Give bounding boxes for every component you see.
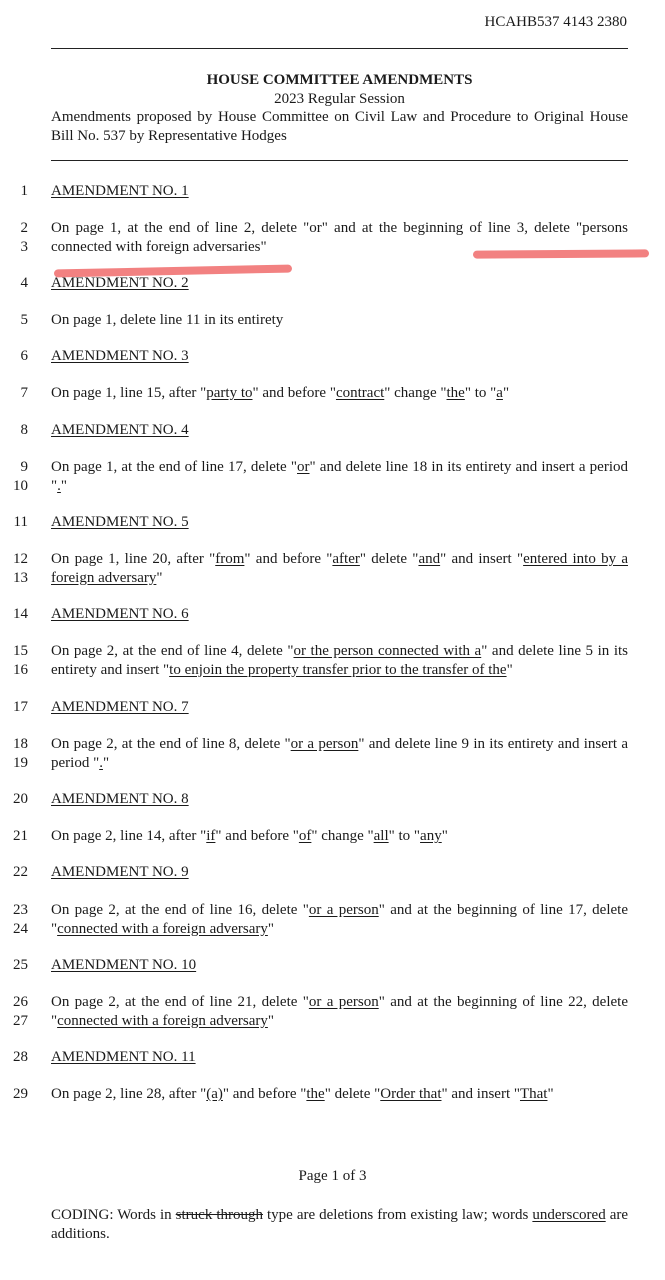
- amendment-title: AMENDMENT NO. 4: [51, 422, 189, 438]
- document-description: Amendments proposed by House Committee on Civil Law and Procedure to Original House Bill No. 537 by Representative Hodges: [51, 109, 628, 144]
- amendment-title: AMENDMENT NO. 7: [51, 699, 189, 715]
- line-number: 8: [20, 422, 28, 438]
- header-rule-bottom: [51, 160, 628, 161]
- coding-legend: CODING: Words in struck through type are deletions from existing law; words underscored are additions.: [51, 1207, 629, 1242]
- line-number: 21: [13, 828, 28, 844]
- header-rule-top: [51, 48, 628, 49]
- amendment-text: On page 1, line 15, after "party to" and before "contract" change "the" to "a": [51, 385, 510, 401]
- amendment-text: On page 2, at the end of line 21, delete "or a person" and at the beginning of line 22, delete "connected with a foreign adversary": [51, 994, 628, 1029]
- document-id: HCAHB537 4143 2380: [484, 14, 627, 30]
- line-number: 28: [13, 1049, 28, 1065]
- line-number: 12: [13, 551, 28, 567]
- line-number: 26: [13, 994, 28, 1010]
- line-number: 11: [13, 514, 28, 530]
- line-number: 10: [13, 477, 28, 494]
- page-number: Page 1 of 3: [298, 1168, 367, 1184]
- line-number: 7: [20, 385, 28, 401]
- line-number: 22: [13, 864, 28, 880]
- amendment-text: On page 1, line 20, after "from" and before "after" delete "and" and insert "entered into by a foreign adversary": [51, 551, 628, 586]
- amendment-title: AMENDMENT NO. 2: [51, 275, 189, 291]
- line-number: 14: [13, 606, 28, 622]
- amendment-title: AMENDMENT NO. 6: [51, 606, 189, 622]
- session-label: 2023 Regular Session: [274, 91, 405, 107]
- line-number: 16: [13, 661, 28, 678]
- amendment-text: On page 1, at the end of line 2, delete "or" and at the beginning of line 3, delete "persons connected with foreign adversaries": [51, 220, 628, 255]
- line-number: 20: [13, 791, 28, 807]
- amendment-title: AMENDMENT NO. 3: [51, 348, 189, 364]
- amendment-text: On page 2, line 14, after "if" and before "of" change "all" to "any": [51, 828, 448, 844]
- amendment-text: On page 2, at the end of line 16, delete "or a person" and at the beginning of line 17, delete "connected with a foreign adversary": [51, 902, 628, 937]
- line-number: 19: [13, 754, 28, 771]
- amendment-title: AMENDMENT NO. 1: [51, 183, 189, 199]
- document-title: HOUSE COMMITTEE AMENDMENTS: [206, 72, 473, 88]
- line-number: 3: [20, 238, 28, 255]
- amendment-title: AMENDMENT NO. 8: [51, 791, 189, 807]
- amendment-title: AMENDMENT NO. 9: [51, 864, 189, 880]
- line-number: 1: [20, 183, 28, 199]
- line-number: 25: [13, 957, 28, 973]
- line-number: 17: [13, 699, 28, 715]
- strike-example: struck through: [175, 1207, 263, 1223]
- line-number: 9: [20, 459, 28, 475]
- underscore-example: underscored: [532, 1207, 606, 1223]
- line-number: 23: [13, 902, 28, 918]
- line-number: 2: [20, 220, 28, 236]
- line-number: 27: [13, 1012, 28, 1029]
- line-number: 6: [20, 348, 28, 364]
- amendment-text: On page 1, delete line 11 in its entirety: [51, 312, 284, 328]
- amendment-title: AMENDMENT NO. 10: [51, 957, 197, 973]
- line-number: 15: [13, 643, 28, 659]
- amendment-text: On page 1, at the end of line 17, delete "or" and delete line 18 in its entirety and insert a period ".": [51, 459, 629, 494]
- amendment-title: AMENDMENT NO. 11: [51, 1049, 196, 1065]
- line-number: 4: [20, 275, 28, 291]
- marker-highlight-stroke: [473, 249, 649, 258]
- line-number: 13: [13, 569, 28, 586]
- amendment-title: AMENDMENT NO. 5: [51, 514, 189, 530]
- amendment-text: On page 2, at the end of line 4, delete "or the person connected with a" and delete line 5 in its entirety and insert "to enjoin the property transfer prior to the transfer of the": [51, 643, 629, 678]
- line-number: 24: [13, 920, 28, 937]
- amendment-text: On page 2, line 28, after "(a)" and before "the" delete "Order that" and insert "That": [51, 1086, 554, 1102]
- amendment-text: On page 2, at the end of line 8, delete "or a person" and delete line 9 in its entirety and insert a period ".": [51, 736, 629, 771]
- line-number: 29: [13, 1086, 28, 1102]
- line-number: 18: [13, 736, 28, 752]
- line-number: 5: [20, 312, 28, 328]
